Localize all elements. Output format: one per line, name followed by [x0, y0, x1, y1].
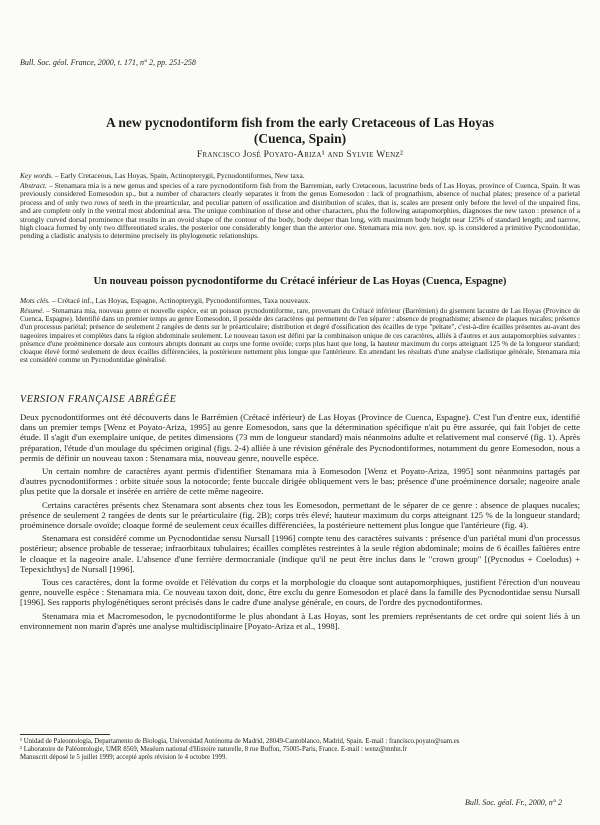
version-heading: VERSION FRANÇAISE ABRÉGÉE [20, 394, 177, 405]
mots-cles-label: Mots clés. [20, 296, 50, 305]
title-line-1: A new pycnodontiform fish from the early Cretaceous of Las Hoyas [106, 115, 494, 130]
keywords-text: – Early Cretaceous, Las Hoyas, Spain, Actinopterygii, Pycnodontiformes, New taxa. [52, 171, 305, 180]
mots-cles-text: – Crétacé inf., Las Hoyas, Espagne, Actinopterygii, Pycnodontiformes, Taxa nouveaux. [49, 296, 311, 305]
resume-text: – Stenamara mia, nouveau genre et nouvelle espèce, est un poisson pycnodontiforme, rare, provenant du Crétacé inférieur (Barrémien) du gisement lacustre de Las Hoyas (Province de Cuenca, Espagne). Identifié dans un premier temps au genre Eomesodon, il possède des caractères qui permettent de l'en séparer : absence de prognathisme; absence de plaques nucales; présence d'un processus pariétal; présence de seulement 2 rangées de dents sur le préarticulaire; distribution et degré d'ossification des écailles de type "peltate", c'est-à-dire écailles présentes au-avant des nageoires impaires et complètes dans la région abdominale seulement. Le nouveau taxon est défini par la combinaison unique de ces caractères, alliés à d'autres et aux autapomorphies suivantes : présence d'une proéminence dorsale aux contours abrupts donnant au corps une forme ovoïde; corps plus haut que long, la hauteur maximum du corps atteignant 125 % de la longueur standard; cloaque élevé formé seulement de deux écailles différenciées, la postérieure nettement plus longue que l'antérieure. En attendant les résultats d'une analyse cladistique générale, Stenamara mia est considéré comme un Pycnodontidae généralisé. [20, 307, 580, 365]
footnotes [20, 738, 580, 761]
body-text [20, 412, 580, 634]
resume-label: Résumé. [20, 307, 45, 315]
abstract-label: Abstract. [20, 181, 47, 190]
paragraph-4: Stenamara est considéré comme un Pycnodontidae sensu Nursall [1996] compte tenu des caractères suivants : présence d'un pariétal muni d'un processus postérieur; absence probable de tesserae; infraorbitaux tubulaires; écailles complètes restreintes à la seule région abdominale; moins de 6 écailles faîtières entre le cloaque et la nageoire anale. L'absence d'une ferrière dermocraniale (indique qu'il ne peut être inclus dans le "crown group" [(Pycnodus + Coelodus) + Tepexichthys] de Nursall [1996]. [20, 533, 580, 574]
title-line-2: (Cuenca, Spain) [253, 131, 347, 146]
paragraph-1: Deux pycnodontiformes ont été découverts dans le Barrémien (Crétacé inférieur) de Las Hoyas (Province de Cuenca, Espagne). C'est l'un d'entre eux, identifié dans un premier temps [Wenz et Poyato-Ariza, 1995] au genre Eomesodon, sans que la détermination spécifique n'ait pu être assurée, qui fait l'objet de cette étude. Il s'agit d'un exemplaire unique, de petites dimensions (73 mm de longueur standard) mais néanmoins adulte et relativement mal conservé (fig. 1). Après préparation, l'étude d'un moulage du spécimen original (figs. 2-4) alliée à une révision générale des Pycnodontiformes, notamment du genre Eomesodon, nous a permis de définir un nouveau taxon : Stenamara mia, nouveau genre, nouvelle espèce. [20, 412, 580, 463]
paragraph-3: Certains caractères présents chez Stenamara sont absents chez tous les Eomesodon, permettant de le séparer de ce genre : absence de plaques nucales; présence de seulement 2 rangées de dents sur le préarticulaire (fig. 2B); corps très élevé; hauteur maximum du corps atteignant 125 % de la longueur standard; proéminence dorsale ovoïde; cloaque formé de seulement ceux écailles différenciées, la postérieure nettement plus longue que l'antérieure (fig. 4). [20, 499, 580, 531]
abstract [20, 182, 580, 241]
paragraph-5: Tous ces caractères, dont la forme ovoïde et l'élévation du corps et la morphologie du cloaque sont autapomorphiques, justifient l'érection d'un nouveau genre, nouvelle espèce : Stenamara mia. Ce nouveau taxon doit, donc, être exclu du genre Eomesodon et placé dans la famille des Pycnodontidae sensu Nursall [1996]. Ses rapports phylogénétiques seront précisés dans le cadre d'une analyse générale, en cours, de l'ordre des pycnodontiformes. [20, 577, 580, 608]
running-footer: Bull. Soc. géol. Fr., 2000, n° 2 [465, 798, 562, 807]
paragraph-6: Stenamara mia et Macromesodon, le pycnodontiforme le plus abondant à Las Hoyas, sont les premiers représentants de cet ordre qui soient liés à un environnement non marin d'après une analyse multidisciplinaire [Poyato-Ariza et al., 1998]. [20, 610, 580, 631]
footnote-rule [20, 734, 110, 735]
article-title [40, 115, 560, 147]
authors: Francisco José Poyato-Ariza¹ and Sylvie Wenz² [196, 150, 404, 160]
abstract-text: – Stenamara mia is a new genus and species of a rare pycnodontiform fish from the Barremian, early Cretaceous, lacustrine beds of Las Hoyas, province of Cuenca, Spain. It was previously considered Eomesodon sp., but a number of characters clearly separates it from the genus Eomesodon : lack of prognathism, absence of nuchal plates; presence of a parietal process and of only two rows of teeth in the prearticular, and peculiar pattern of ossification and distribution of scales, that is, scales are present only before the level of the unpaired fins, and are complete only in the ventral most abdominal area. The unique combination of these and other characters, plus the following autapomorphies, diagnoses the new taxon : presence of a strongly curved dorsal prominence that results in an ovoid shape of the contour of the body, body deeper than long, with maximum body height near 125% of standard length; and narrow, high cloaca formed by only two differentiated scales, the posterior one considerably longer than the anterior one. Stenamara mia nov. gen. nov. sp. is considered a primitive Pycnodontidae, pending a cladistic analysis to determine precisely its phylogenetic relationships. [20, 181, 580, 241]
footnote-2: ² Laboratoire de Paléontologie, UMR 8569, Muséum national d'Histoire naturelle, 8 rue Buffon, 75005-Paris, France. E-mail : wenz@mnhn.fr [20, 745, 407, 753]
french-title: Un nouveau poisson pycnodontiforme du Crétacé inférieur de Las Hoyas (Cuenca, Espagne) [93, 276, 507, 287]
journal-citation: Bull. Soc. géol. France, 2000, t. 171, n° 2, pp. 251-258 [20, 58, 196, 67]
keywords-label: Key words. [20, 171, 53, 180]
paragraph-2: Un certain nombre de caractères ayant permis d'identifier Stenamara mia à Eomesodon [Wenz et Poyato-Ariza, 1995] sont néanmoins partagés par d'autres pycnodontiformes : orbite située sous la notocorde; fente buccale dirigée obliquement vers le bas; présence d'une proéminence dorsale; nageoire anale plus petite que la dorsale et insérée en arrière de cette même nageoire. [20, 466, 580, 497]
footnote-1: ¹ Unidad de Paleontología, Departamento de Biología, Universidad Autónoma de Madrid, 28049-Cantoblanco, Madrid, Spain. E-mail : francisco.poyato@uam.es [20, 738, 460, 745]
keywords [20, 171, 580, 180]
footnote-3: Manuscrit déposé le 5 juillet 1999; accepté après révision le 4 octobre 1999. [20, 753, 228, 761]
mots-cles [20, 296, 580, 305]
resume [20, 307, 580, 364]
